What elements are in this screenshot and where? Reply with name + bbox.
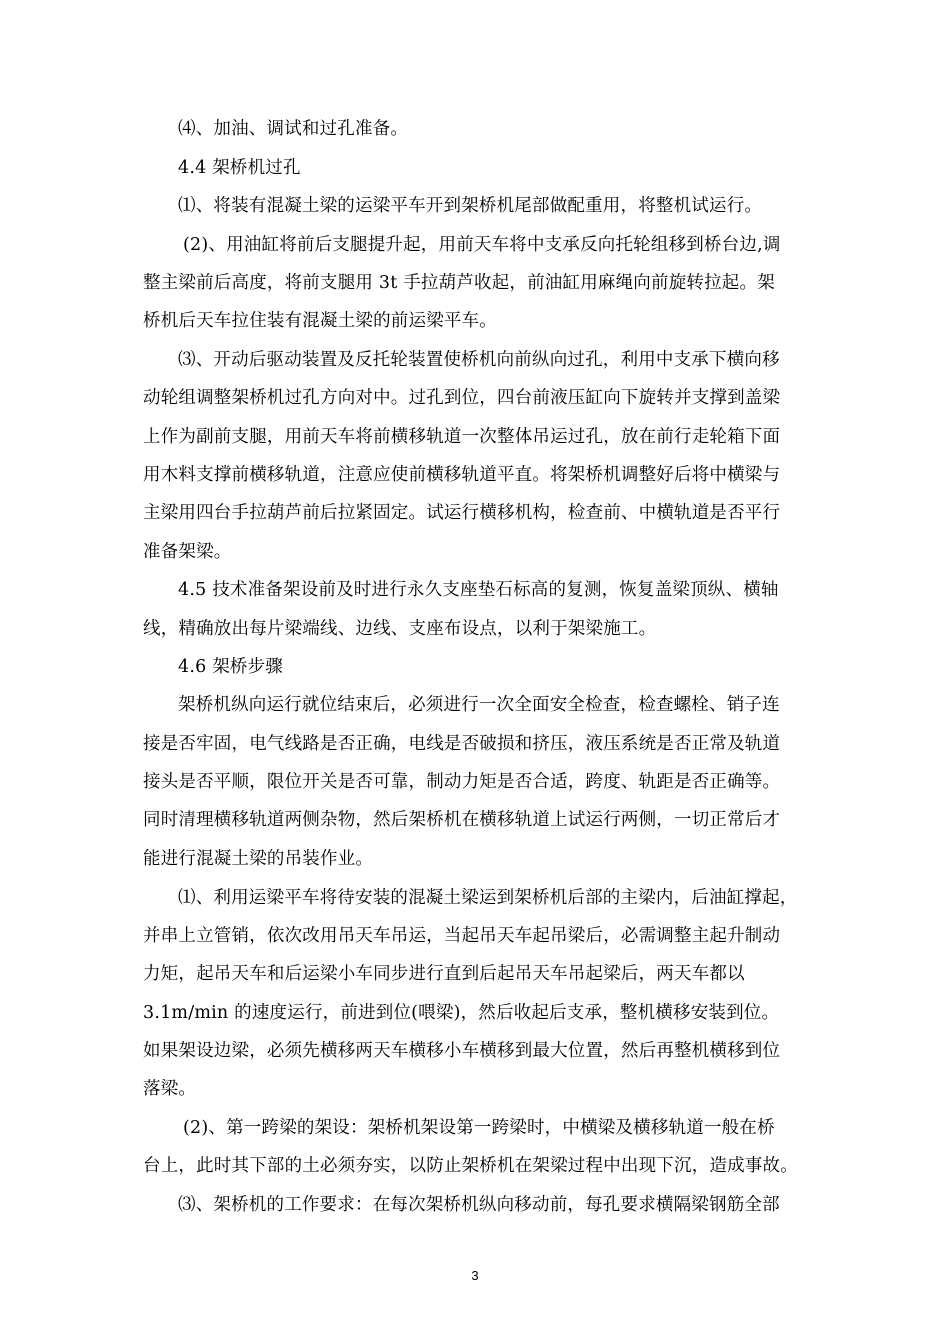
text-line: ⑴、利用运梁平车将待安装的混凝土梁运到架桥机后部的主梁内，后油缸撑起， <box>178 888 798 908</box>
text-line: 用木料支撑前横移轨道，注意应使前横移轨道平直。将架桥机调整好后将中横梁与 <box>143 465 781 485</box>
text-line: ⑶、架桥机的工作要求：在每次架桥机纵向移动前，每孔要求横隔梁钢筋全部 <box>178 1195 780 1215</box>
text-line: 台上，此时其下部的土必须夯实，以防止架桥机在架梁过程中出现下沉，造成事故。 <box>143 1156 798 1176</box>
text-line: 上作为副前支腿，用前天车将前横移轨道一次整体吊运过孔，放在前行走轮箱下面 <box>143 427 781 447</box>
text-line: 同时清理横移轨道两侧杂物，然后架桥机在横移轨道上试运行两侧，一切正常后才 <box>143 810 781 830</box>
text-line: (2)、第一跨梁的架设：架桥机架设第一跨梁时，中横梁及横移轨道一般在桥 <box>183 1118 775 1138</box>
text-line: 接是否牢固，电气线路是否正确，电线是否破损和挤压，液压系统是否正常及轨道 <box>143 734 781 754</box>
text-line: 准备架梁。 <box>143 542 232 562</box>
text-line: 接头是否平顺，限位开关是否可靠，制动力矩是否合适，跨度、轨距是否正确等。 <box>143 772 781 792</box>
text-line: 能进行混凝土梁的吊装作业。 <box>143 849 374 869</box>
text-line: 整主梁前后高度，将前支腿用 3t 手拉葫芦收起，前油缸用麻绳向前旋转拉起。架 <box>143 273 775 293</box>
section-heading: 4.4 架桥机过孔 <box>178 158 301 178</box>
text-line: 落梁。 <box>143 1079 197 1099</box>
text-line: 桥机后天车拉住装有混凝土梁的前运梁平车。 <box>143 311 497 331</box>
text-line: (2)、用油缸将前后支腿提升起，用前天车将中支承反向托轮组移到桥台边,调 <box>183 235 781 255</box>
text-line: 并串上立管销，依次改用吊天车吊运，当起吊天车起吊梁后，必需调整主起升制动 <box>143 926 781 946</box>
text-line: 力矩，起吊天车和后运梁小车同步进行直到后起吊天车吊起梁后，两天车都以 <box>143 964 745 984</box>
text-line: ⑴、将装有混凝土梁的运梁平车开到架桥机尾部做配重用，将整机试运行。 <box>178 196 763 216</box>
page-number: 3 <box>471 1268 479 1283</box>
section-heading: 4.6 架桥步骤 <box>178 657 283 677</box>
text-line: 3.1m/min 的速度运行，前进到位(喂梁)，然后收起后支承，整机横移安装到位。 <box>143 1003 780 1023</box>
text-line: 动轮组调整架桥机过孔方向对中。过孔到位，四台前液压缸向下旋转并支撑到盖梁 <box>143 388 781 408</box>
text-line: ⑷、加油、调试和过孔准备。 <box>178 119 409 139</box>
text-line: ⑶、开动后驱动装置及反托轮装置使桥机向前纵向过孔，利用中支承下横向移 <box>178 350 780 370</box>
text-line: 如果架设边梁，必须先横移两天车横移小车横移到最大位置，然后再整机横移到位 <box>143 1041 781 1061</box>
text-line: 线，精确放出每片梁端线、边线、支座布设点，以利于架梁施工。 <box>143 619 657 639</box>
text-line: 架桥机纵向运行就位结束后，必须进行一次全面安全检查，检查螺栓、销子连 <box>178 695 780 715</box>
text-line: 4.5 技术准备架设前及时进行永久支座垫石标高的复测，恢复盖梁顶纵、横轴 <box>178 580 779 600</box>
text-line: 主梁用四台手拉葫芦前后拉紧固定。试运行横移机构，检查前、中横轨道是否平行 <box>143 503 781 523</box>
